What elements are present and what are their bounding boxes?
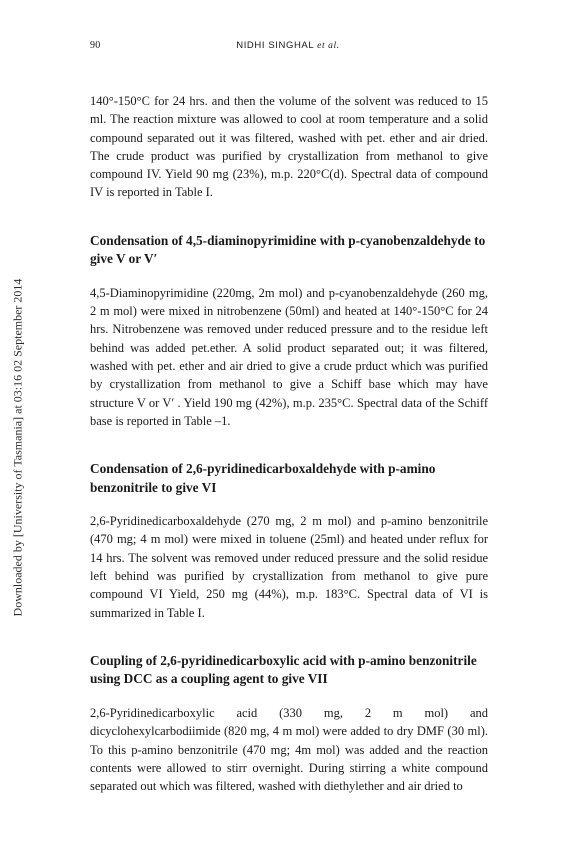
running-head — [0, 40, 576, 51]
running-head-author: NIDHI SINGHAL — [236, 40, 314, 51]
download-watermark: Downloaded by [University of Tasmania] at 03:16 02 September 2014 — [10, 278, 25, 617]
section-heading-coupling-dcc: Coupling of 2,6-pyridinedicarboxylic acid with p-amino benzonitrile using DCC as a coupling agent to give VII — [90, 652, 477, 687]
running-head-etal: et al. — [317, 41, 340, 51]
main-text-column — [90, 92, 488, 795]
section-heading-condensation-pyridinedicarboxaldehyde: Condensation of 2,6-pyridinedicarboxaldehyde with p-amino benzonitrile to give VI — [90, 461, 436, 495]
section-heading-condensation-diaminopyrimidine: Condensation of 4,5-diaminopyrimidine with p-cyanobenzaldehyde to give V or V′ — [90, 232, 486, 267]
page-number: 90 — [90, 40, 101, 51]
paragraph-coupling-dcc: 2,6-Pyridinedicarboxylic acid (330 mg, 2 m mol) and dicyclohexylcarbodiimide (820 mg, 4 m mol) were added to dry DMF (30 ml). To this p-amino benzonitrile (470 mg; 4m mol) was added and the reaction contents were allowed to stirr overnight. During stirring a white compound separated out which was filtered, washed with diethylether and air dried to — [90, 705, 488, 794]
paragraph-diaminopyrimidine: 4,5-Diaminopyrimidine (220mg, 2m mol) and p-cyanobenzaldehyde (260 mg, 2 m mol) were mixed in nitrobenzene (50ml) and heated at 140°-150°C for 24 hrs. Nitrobenzene was removed under reduced pressure and to the residue left behind was added pet.ether. A solid product separated out; it was filtered, washed with pet. ether and air dried to give a crude prduct which was purified by crystallization from methanol to give a Schiff base which may have structure V or V′ . Yield 190 mg (42%), m.p. 235°C. Spectral data of the Schiff base is reported in Table –1. — [90, 285, 488, 428]
paragraph-continued: 140°-150°C for 24 hrs. and then the volume of the solvent was reduced to 15 ml. The reaction mixture was allowed to cool at room temperature and a solid compound separated out it was filtered, washed with pet. ether and air dried. The crude product was purified by crystallization from methanol to give compound IV. Yield 90 mg (23%), m.p. 220°C(d). Spectral data of compound IV is reported in Table I. — [90, 94, 488, 200]
paragraph-pyridinedicarboxaldehyde: 2,6-Pyridinedicarboxaldehyde (270 mg, 2 m mol) and p-amino benzonitrile (470 mg; 4 m mol) were mixed in toluene (25ml) and heated under reflux for 14 hrs. The solvent was removed under reduced pressure and the solid residue left behind was purified by crystallization from methanol to give pure compound VI Yield, 250 mg (44%), m.p. 183°C. Spectral data of VI is summarized in Table I. — [90, 514, 488, 620]
